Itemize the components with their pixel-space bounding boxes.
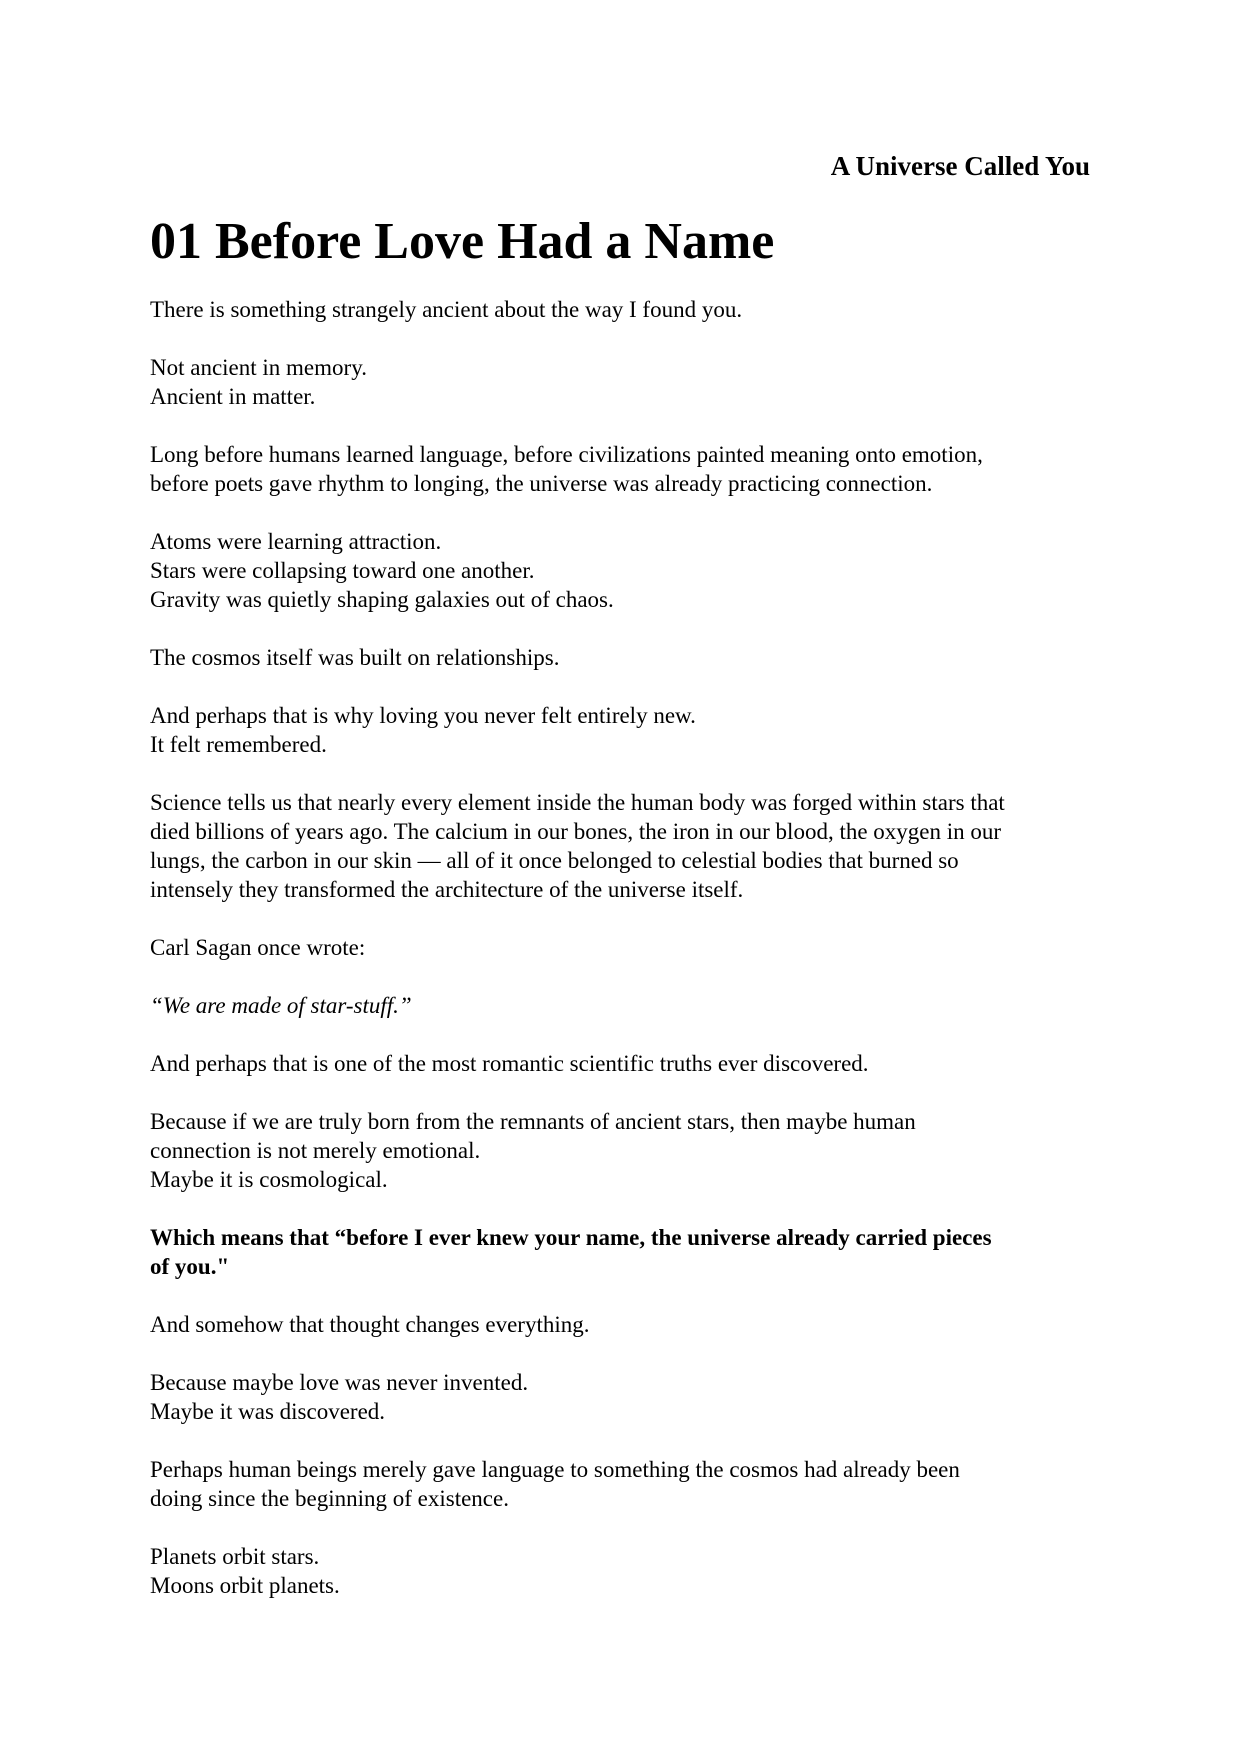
- paragraph-line: Maybe it is cosmological.: [150, 1167, 388, 1192]
- paragraph-line: The cosmos itself was built on relationships.: [150, 645, 560, 670]
- paragraph: [150, 1310, 1090, 1339]
- paragraph: [150, 353, 1090, 411]
- paragraph: [150, 1368, 1090, 1426]
- paragraph-line: doing since the beginning of existence.: [150, 1486, 509, 1511]
- paragraph: [150, 701, 1090, 759]
- quote-paragraph: [150, 991, 1090, 1020]
- paragraph-line: There is something strangely ancient about the way I found you.: [150, 297, 743, 322]
- paragraph: [150, 527, 1090, 614]
- paragraph-line: before poets gave rhythm to longing, the universe was already practicing connection.: [150, 471, 933, 496]
- paragraph-line: Moons orbit planets.: [150, 1573, 340, 1598]
- paragraph-line: Ancient in matter.: [150, 384, 316, 409]
- paragraph-line: And perhaps that is why loving you never felt entirely new.: [150, 703, 696, 728]
- paragraph: [150, 643, 1090, 672]
- paragraph-line: Not ancient in memory.: [150, 355, 367, 380]
- paragraph-line: Planets orbit stars.: [150, 1544, 320, 1569]
- chapter-title: 01 Before Love Had a Name: [150, 213, 775, 270]
- paragraph: [150, 1542, 1090, 1600]
- paragraph-line: Gravity was quietly shaping galaxies out of chaos.: [150, 587, 614, 612]
- paragraph-line: Stars were collapsing toward one another.: [150, 558, 535, 583]
- document-page: [150, 0, 1090, 1755]
- paragraph-line: Because if we are truly born from the remnants of ancient stars, then maybe human: [150, 1109, 916, 1134]
- paragraph-line: Long before humans learned language, before civilizations painted meaning onto emotion,: [150, 442, 983, 467]
- paragraph-line: And perhaps that is one of the most romantic scientific truths ever discovered.: [150, 1051, 869, 1076]
- paragraph-line: Atoms were learning attraction.: [150, 529, 442, 554]
- paragraph-line: died billions of years ago. The calcium in our bones, the iron in our blood, the oxygen in our: [150, 819, 1002, 844]
- paragraph: [150, 295, 1090, 324]
- paragraph-line: intensely they transformed the architecture of the universe itself.: [150, 877, 744, 902]
- paragraph: [150, 1049, 1090, 1078]
- paragraph-line: “We are made of star-stuff.”: [150, 993, 412, 1018]
- paragraph-line: Maybe it was discovered.: [150, 1399, 386, 1424]
- paragraph-line: Because maybe love was never invented.: [150, 1370, 529, 1395]
- paragraph: [150, 440, 1090, 498]
- paragraph: [150, 788, 1090, 904]
- running-header: A Universe Called You: [830, 151, 1090, 181]
- paragraph-line: lungs, the carbon in our skin — all of it once belonged to celestial bodies that burned so: [150, 848, 959, 873]
- emphasis-paragraph: [150, 1223, 1090, 1281]
- paragraph-line: of you.": [150, 1254, 230, 1279]
- paragraph-line: Which means that “before I ever knew your name, the universe already carried pieces: [150, 1225, 992, 1250]
- paragraph-line: It felt remembered.: [150, 732, 327, 757]
- paragraph-line: Carl Sagan once wrote:: [150, 935, 366, 960]
- body-text: [150, 295, 1090, 1629]
- paragraph-line: Science tells us that nearly every element inside the human body was forged within stars that: [150, 790, 1005, 815]
- paragraph: [150, 933, 1090, 962]
- paragraph-line: And somehow that thought changes everything.: [150, 1312, 590, 1337]
- paragraph-line: connection is not merely emotional.: [150, 1138, 481, 1163]
- paragraph: [150, 1455, 1090, 1513]
- paragraph-line: Perhaps human beings merely gave language to something the cosmos had already been: [150, 1457, 960, 1482]
- paragraph: [150, 1107, 1090, 1194]
